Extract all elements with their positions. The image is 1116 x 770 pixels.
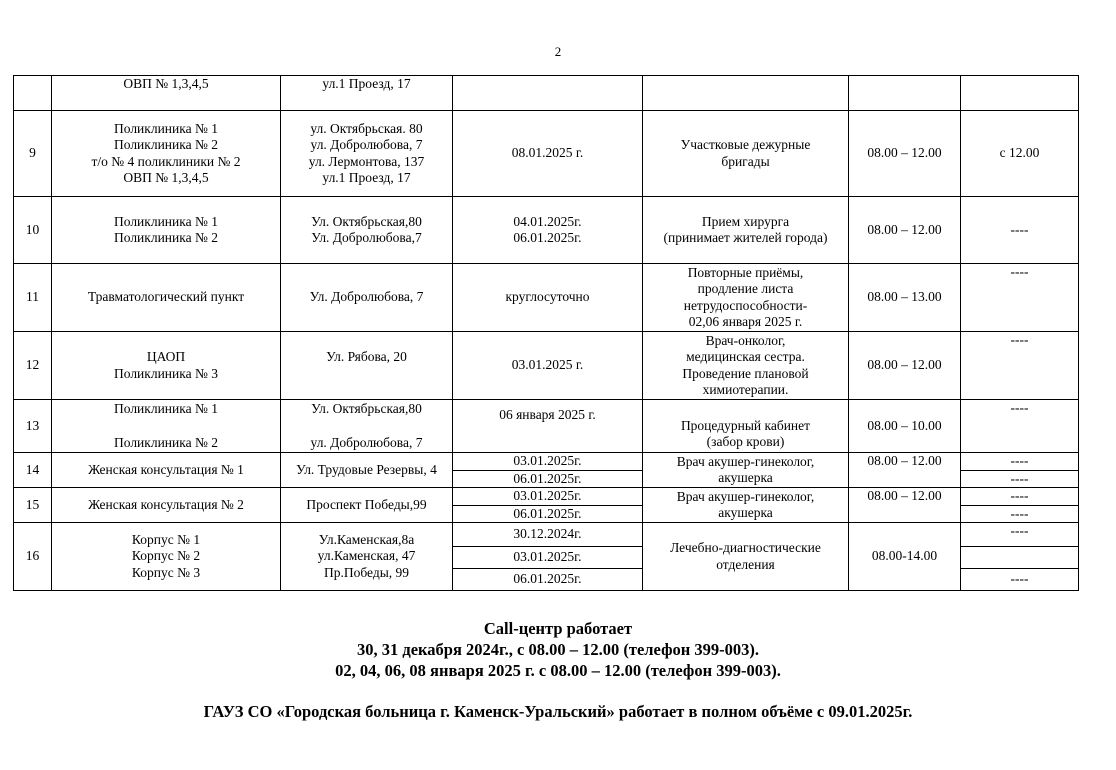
org-cell: ЦАОП Поликлиника № 3 — [52, 332, 281, 400]
date-cell: круглосуточно — [453, 264, 643, 332]
service-cell — [643, 76, 849, 111]
callcenter-info — [0, 618, 1116, 681]
date-cell: 06.01.2025г. — [453, 569, 643, 591]
address-cell: Проспект Победы,99 — [281, 488, 453, 523]
date-cell: 08.01.2025 г. — [453, 111, 643, 197]
row-number: 12 — [14, 332, 52, 400]
hospital-notice: ГАУЗ СО «Городская больница г. Каменск-Уральский» работает в полном объёме с 09.01.2025г. — [203, 702, 913, 721]
table-row — [14, 400, 1079, 453]
table-row — [14, 523, 1079, 547]
row-number: 11 — [14, 264, 52, 332]
callcenter-december: 30, 31 декабря 2024г., с 08.00 – 12.00 (телефон 399-003). — [357, 640, 759, 659]
row-number: 10 — [14, 197, 52, 264]
org-cell: Поликлиника № 1 Поликлиника № 2 т/о № 4 поликлиники № 2 ОВП № 1,3,4,5 — [52, 111, 281, 197]
org-cell: Женская консультация № 2 — [52, 488, 281, 523]
date-cell: 06 января 2025 г. — [453, 400, 643, 453]
note-cell: ---- — [961, 453, 1079, 471]
address-cell: ул. Октябрьская. 80 ул. Добролюбова, 7 ул. Лермонтова, 137 ул.1 Проезд, 17 — [281, 111, 453, 197]
service-cell: Врач акушер-гинеколог, акушерка — [643, 453, 849, 488]
row-number: 13 — [14, 400, 52, 453]
org-cell: ОВП № 1,3,4,5 — [52, 76, 281, 111]
note-cell: ---- — [961, 470, 1079, 488]
schedule-table — [13, 75, 1079, 591]
table-row — [14, 453, 1079, 471]
date-cell — [453, 76, 643, 111]
callcenter-title: Call-центр работает — [483, 619, 633, 638]
service-cell: Прием хирурга (принимает жителей города) — [643, 197, 849, 264]
org-cell: Женская консультация № 1 — [52, 453, 281, 488]
address-cell: Ул. Рябова, 20 — [281, 332, 453, 400]
date-cell: 06.01.2025г. — [453, 470, 643, 488]
date-cell: 03.01.2025 г. — [453, 332, 643, 400]
time-cell: 08.00 – 12.00 — [849, 111, 961, 197]
time-cell: 08.00 – 12.00 — [849, 488, 961, 523]
note-cell — [961, 547, 1079, 569]
time-cell: 08.00 – 12.00 — [849, 453, 961, 488]
service-cell: Врач-онколог, медицинская сестра. Проведение плановой химиотерапии. — [643, 332, 849, 400]
note-cell: ---- — [961, 505, 1079, 523]
address-cell: ул.1 Проезд, 17 — [281, 76, 453, 111]
service-cell: Процедурный кабинет (забор крови) — [643, 400, 849, 453]
date-cell: 06.01.2025г. — [453, 505, 643, 523]
note-cell: с 12.00 — [961, 111, 1079, 197]
row-number: 16 — [14, 523, 52, 591]
row-number — [14, 76, 52, 111]
time-cell — [849, 76, 961, 111]
date-cell: 04.01.2025г. 06.01.2025г. — [453, 197, 643, 264]
row-number: 9 — [14, 111, 52, 197]
note-cell: ---- — [961, 569, 1079, 591]
org-cell: Поликлиника № 1 Поликлиника № 2 — [52, 197, 281, 264]
address-cell: Ул. Трудовые Резервы, 4 — [281, 453, 453, 488]
note-cell: ---- — [961, 332, 1079, 400]
table-row — [14, 332, 1079, 400]
service-cell: Врач акушер-гинеколог, акушерка — [643, 488, 849, 523]
page-number: 2 — [554, 44, 562, 59]
table-row — [14, 76, 1079, 111]
row-number: 15 — [14, 488, 52, 523]
table-row — [14, 197, 1079, 264]
address-cell: Ул. Октябрьская,80 ул. Добролюбова, 7 — [281, 400, 453, 453]
service-cell: Повторные приёмы, продление листа нетрудоспособности- 02,06 января 2025 г. — [643, 264, 849, 332]
table-row — [14, 111, 1079, 197]
table-row — [14, 488, 1079, 506]
row-number: 14 — [14, 453, 52, 488]
note-cell: ---- — [961, 400, 1079, 453]
time-cell: 08.00 – 13.00 — [849, 264, 961, 332]
time-cell: 08.00-14.00 — [849, 523, 961, 591]
note-cell: ---- — [961, 523, 1079, 547]
time-cell: 08.00 – 10.00 — [849, 400, 961, 453]
address-cell: Ул. Добролюбова, 7 — [281, 264, 453, 332]
note-cell: ---- — [961, 488, 1079, 506]
service-cell: Лечебно-диагностические отделения — [643, 523, 849, 591]
org-cell: Травматологический пункт — [52, 264, 281, 332]
address-cell: Ул. Октябрьская,80 Ул. Добролюбова,7 — [281, 197, 453, 264]
table-row — [14, 264, 1079, 332]
date-cell: 03.01.2025г. — [453, 453, 643, 471]
date-cell: 03.01.2025г. — [453, 488, 643, 506]
note-cell — [961, 76, 1079, 111]
address-cell: Ул.Каменская,8а ул.Каменская, 47 Пр.Победы, 99 — [281, 523, 453, 591]
note-cell: ---- — [961, 264, 1079, 332]
note-cell: ---- — [961, 197, 1079, 264]
org-cell: Корпус № 1 Корпус № 2 Корпус № 3 — [52, 523, 281, 591]
date-cell: 30.12.2024г. — [453, 523, 643, 547]
org-cell: Поликлиника № 1 Поликлиника № 2 — [52, 400, 281, 453]
time-cell: 08.00 – 12.00 — [849, 197, 961, 264]
time-cell: 08.00 – 12.00 — [849, 332, 961, 400]
service-cell: Участковые дежурные бригады — [643, 111, 849, 197]
callcenter-january: 02, 04, 06, 08 января 2025 г. с 08.00 – 12.00 (телефон 399-003). — [335, 661, 781, 680]
date-cell: 03.01.2025г. — [453, 547, 643, 569]
